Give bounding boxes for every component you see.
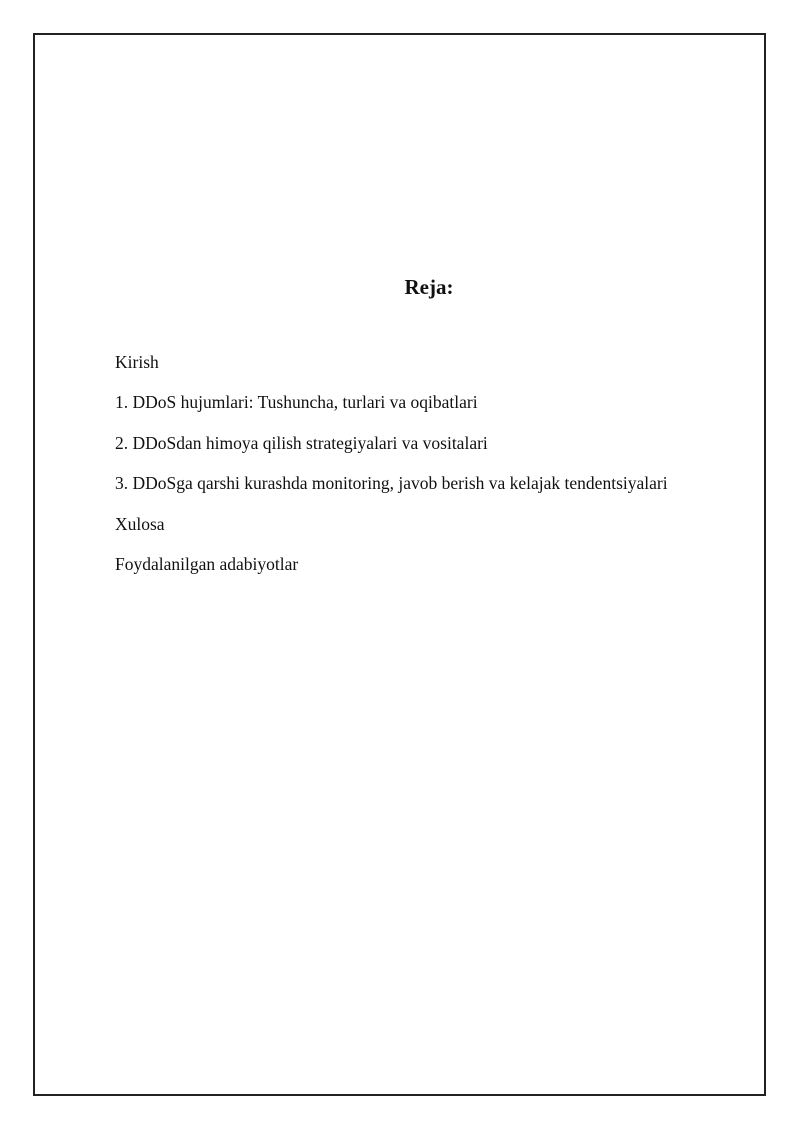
page-title: Reja:	[404, 275, 454, 299]
plan-item-conclusion: Xulosa	[115, 513, 165, 534]
plan-item-section-3: 3. DDoSga qarshi kurashda monitoring, javob berish va kelajak tendentsiyalari	[115, 473, 668, 494]
plan-list	[115, 350, 755, 592]
plan-item-section-2: 2. DDoSdan himoya qilish strategiyalari va vositalari	[115, 432, 488, 453]
plan-item-references: Foydalanilgan adabiyotlar	[115, 553, 299, 574]
plan-item-introduction: Kirish	[115, 352, 159, 372]
plan-item-section-1: 1. DDoS hujumlari: Tushuncha, turlari va oqibatlari	[115, 392, 478, 413]
